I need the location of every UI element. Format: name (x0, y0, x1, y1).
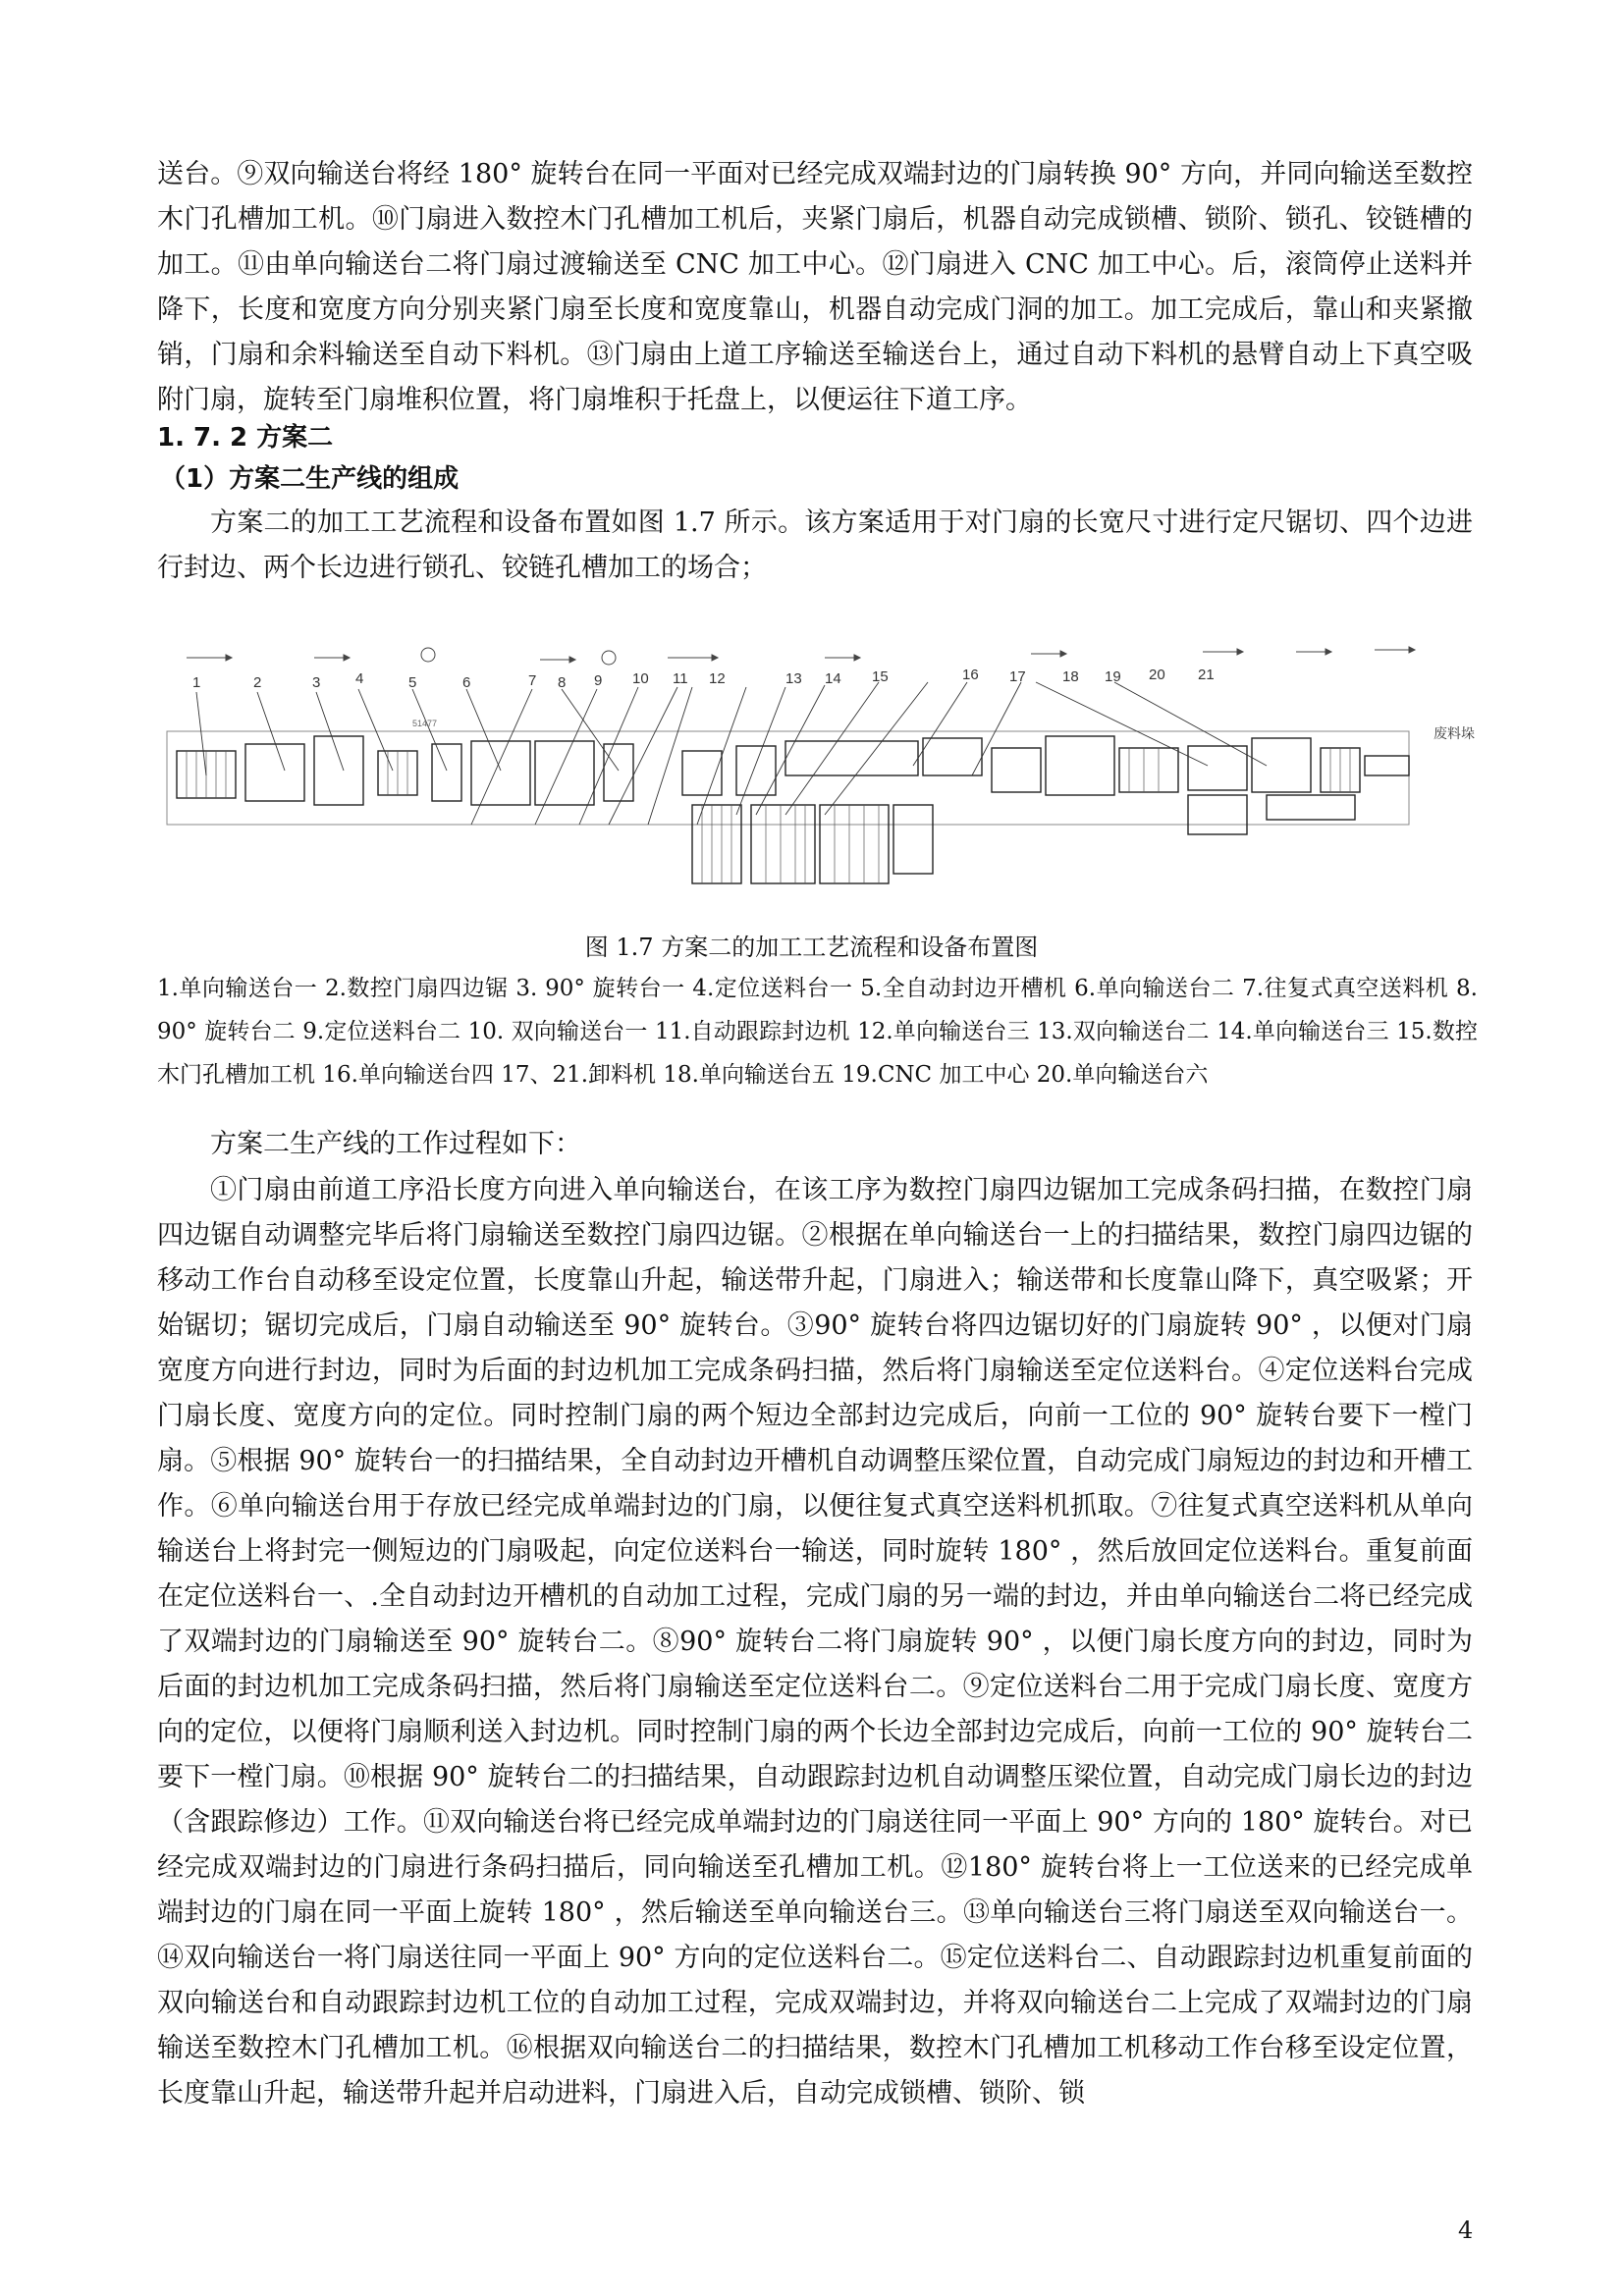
paragraph-process-intro: 方案二生产线的工作过程如下： (210, 1129, 581, 1159)
equipment-number: 2 (253, 674, 262, 691)
page-number: 4 (1458, 2216, 1474, 2244)
leader-lines (196, 682, 1267, 825)
equipment-number: 13 (785, 670, 802, 687)
equipment-number: 12 (709, 670, 726, 687)
equipment-number: 3 (312, 674, 321, 691)
equipment-number: 16 (962, 667, 979, 683)
equipment-number: 6 (462, 674, 471, 691)
equipment-number: 4 (355, 670, 364, 687)
figure-caption: 图 1.7 方案二的加工工艺流程和设备布置图 (584, 934, 1039, 961)
equipment-blocks (177, 736, 1409, 883)
equipment-number: 17 (1009, 668, 1026, 685)
equipment-number: 10 (632, 670, 649, 687)
conveyor-rollers (187, 748, 1350, 883)
equipment-number: 9 (594, 672, 603, 689)
production-line-layout-figure (147, 628, 1542, 923)
equipment-number: 5 (408, 674, 417, 691)
figure-legend: 1.单向输送台一 2.数控门扇四边锯 3. 90° 旋转台一 4.定位送料台一 5.全自动封边开槽机 6.单向输送台二 7.往复式真空送料机 8. 90° 旋转台二 9.定位送料台二 10. 双向输送台一 11.自动跟踪封边机 12.单向输送台三 13.双向输送台二 14.单向输送台三 15.数控木门孔槽加工机 16.单向输送台四 17、21.卸料机 18.单向输送台五 19.CNC 加工中心 20.单向输送台六 (157, 976, 1478, 1088)
equipment-number: 11 (673, 670, 688, 687)
equipment-number: 7 (528, 672, 537, 689)
paragraph-continued: 送台。⑨双向输送台将经 180° 旋转台在同一平面对已经完成双端封边的门扇转换 90° 方向，并同向输送至数控木门孔槽加工机。⑩门扇进入数控木门孔槽加工机后，夹紧门扇后，机器自动完成锁槽、锁阶、锁孔、铰链槽的加工。⑪由单向输送台二将门扇过渡输送至 CNC 加工中心。⑫门扇进入 CNC 加工中心。后，滚筒停止送料并降下，长度和宽度方向分别夹紧门扇至长度和宽度靠山，机器自动完成门洞的加工。加工完成后，靠山和夹紧撤销，门扇和余料输送至自动下料机。⑬门扇由上道工序输送至输送台上，通过自动下料机的悬臂自动上下真空吸附门扇，旋转至门扇堆积位置，将门扇堆积于托盘上，以便运往下道工序。 (157, 159, 1473, 415)
equipment-number: 18 (1062, 668, 1079, 685)
paragraph-intro: 方案二的加工工艺流程和设备布置如图 1.7 所示。该方案适用于对门扇的长宽尺寸进行定尺锯切、四个边进行封边、两个长边进行锁孔、铰链孔槽加工的场合； (157, 507, 1473, 583)
equipment-number: 21 (1198, 667, 1215, 683)
equipment-number: 8 (558, 674, 567, 691)
equipment-number: 20 (1149, 667, 1165, 683)
equipment-number: 19 (1105, 668, 1121, 685)
equipment-number: 1 (192, 674, 201, 691)
section-heading: 1. 7. 2 方案二 (157, 423, 334, 453)
flow-arrows (187, 647, 1415, 665)
equipment-number-labels (192, 667, 1215, 691)
paragraph-process-steps: ①门扇由前道工序沿长度方向进入单向输送台，在该工序为数控门扇四边锯加工完成条码扫描，在数控门扇四边锯自动调整完毕后将门扇输送至数控门扇四边锯。②根据在单向输送台一上的扫描结果，数控门扇四边锯的移动工作台自动移至设定位置，长度靠山升起，输送带升起，门扇进入；输送带和长度靠山降下，真空吸紧；开始锯切；锯切完成后，门扇自动输送至 90° 旋转台。③90° 旋转台将四边锯切好的门扇旋转 90° ，以便对门扇宽度方向进行封边，同时为后面的封边机加工完成条码扫描，然后将门扇输送至定位送料台。④定位送料台完成门扇长度、宽度方向的定位。同时控制门扇的两个短边全部封边完成后，向前一工位的 90° 旋转台要下一樘门扇。⑤根据 90° 旋转台一的扫描结果，全自动封边开槽机自动调整压梁位置，自动完成门扇短边的封边和开槽工作。⑥单向输送台用于存放已经完成单端封边的门扇，以便往复式真空送料机抓取。⑦往复式真空送料机从单向输送台上将封完一侧短边的门扇吸起，向定位送料台一输送，同时旋转 180° ，然后放回定位送料台。重复前面在定位送料台一、.全自动封边开槽机的自动加工过程，完成门扇的另一端的封边，并由单向输送台二将已经完成了双端封边的门扇输送至 90° 旋转台二。⑧90° 旋转台二将门扇旋转 90° ，以便门扇长度方向的封边，同时为后面的封边机加工完成条码扫描，然后将门扇输送至定位送料台二。⑨定位送料台二用于完成门扇长度、宽度方向的定位，以便将门扇顺利送入封边机。同时控制门扇的两个长边全部封边完成后，向前一工位的 90° 旋转台二要下一樘门扇。⑩根据 90° 旋转台二的扫描结果，自动跟踪封边机自动调整压梁位置，自动完成门扇长边的封边（含跟踪修边）工作。⑪双向输送台将已经完成单端封边的门扇送往同一平面上 90° 方向的 180° 旋转台。对已经完成双端封边的门扇进行条码扫描后，同向输送至孔槽加工机。⑫180° 旋转台将上一工位送来的已经完成单端封边的门扇在同一平面上旋转 180° ，然后输送至单向输送台三。⑬单向输送台三将门扇送至双向输送台一。⑭双向输送台一将门扇送往同一平面上 90° 方向的定位送料台二。⑮定位送料台二、自动跟踪封边机重复前面的双向输送台和自动跟踪封边机工位的自动加工过程，完成双端封边，并将双向输送台二上完成了双端封边的门扇输送至数控木门孔槽加工机。⑯根据双向输送台二的扫描结果，数控木门孔槽加工机移动工作台移至设定位置，长度靠山升起，输送带升起并启动进料，门扇进入后，自动完成锁槽、锁阶、锁 (157, 1175, 1473, 2109)
equipment-number: 15 (872, 668, 889, 685)
dimension-label: 51477 (412, 719, 438, 728)
subsection-heading: （1）方案二生产线的组成 (160, 464, 460, 494)
waste-pile-label: 废料垛 (1434, 726, 1475, 742)
equipment-number: 14 (825, 670, 841, 687)
